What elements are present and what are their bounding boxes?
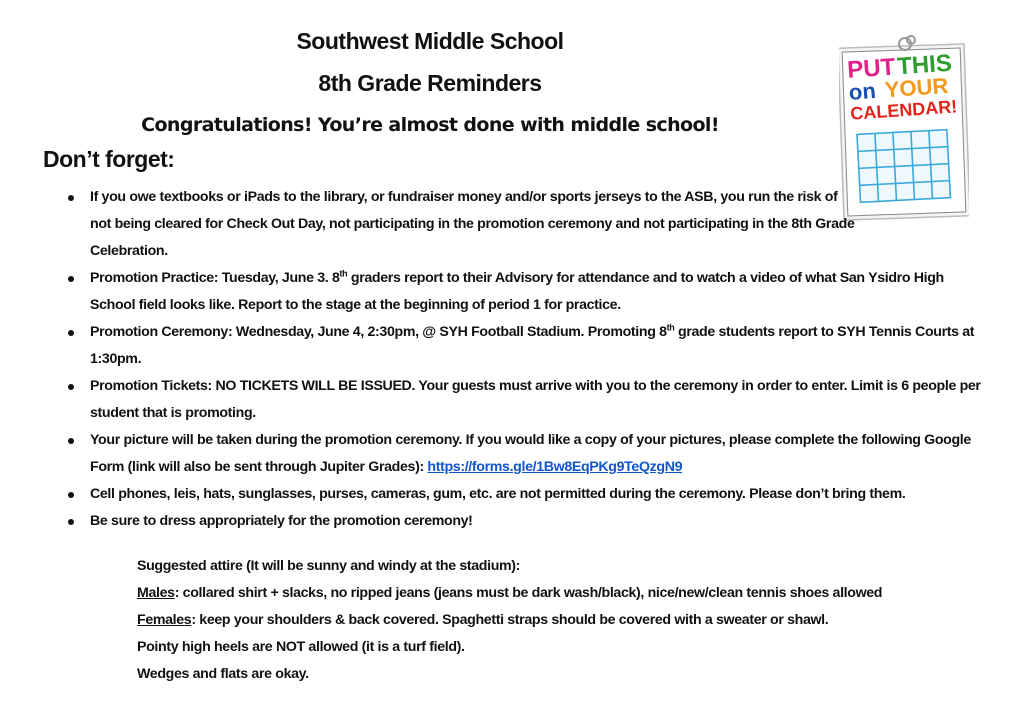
list-item: If you owe textbooks or iPads to the library, or fundraiser money and/or sports jerseys to the ASB, you run the risk of not being cleared for Check Out Day, not participating in the promotion ceremony and not participating in the 8th Grade Celebration.: [62, 184, 860, 265]
school-name: Southwest Middle School: [296, 28, 564, 54]
calendar-calendar-text: CALENDAR!: [849, 96, 958, 124]
calendar-on-text: on: [848, 77, 877, 105]
list-item: Be sure to dress appropriately for the promotion ceremony!: [62, 508, 992, 535]
list-item: Your picture will be taken during the promotion ceremony. If you would like a copy of your pictures, please complete the following Google Form (link will also be sent through Jupiter Grades): https://forms.gle/1Bw8EqPKg9TeQzgN9: [62, 427, 992, 481]
congrats-subtitle: Congratulations! You’re almost done with middle school!: [141, 114, 719, 136]
calendar-your-text: YOUR: [883, 72, 950, 103]
attire-intro: Suggested attire (It will be sunny and windy at the stadium):: [137, 558, 521, 574]
dont-forget-heading: Don’t forget:: [43, 146, 175, 172]
list-item: Promotion Tickets: NO TICKETS WILL BE ISSUED. Your guests must arrive with you to the ceremony in order to enter. Limit is 6 people per student that is promoting.: [62, 373, 992, 427]
calendar-this-text: THIS: [896, 49, 953, 81]
attire-heels: Pointy high heels are NOT allowed (it is a turf field).: [137, 639, 465, 655]
attire-wedges: Wedges and flats are okay.: [137, 666, 309, 682]
list-item: Cell phones, leis, hats, sunglasses, purses, cameras, gum, etc. are not permitted during the ceremony. Please don’t bring them.: [62, 481, 992, 508]
calendar-put-text: PUT: [846, 53, 897, 84]
google-form-link[interactable]: https://forms.gle/1Bw8EqPKg9TeQzgN9: [427, 459, 683, 475]
attire-section: [137, 553, 882, 688]
attire-males: Males: collared shirt + slacks, no ripped jeans (jeans must be dark wash/black), nice/new/clean tennis shoes allowed: [137, 585, 883, 601]
list-item: Promotion Practice: Tuesday, June 3. 8th graders report to their Advisory for attendance and to watch a video of what San Ysidro High School field looks like. Report to the stage at the beginning of period 1 for practice.: [62, 265, 992, 319]
reminders-list: [62, 184, 992, 535]
page-title: 8th Grade Reminders: [318, 70, 542, 96]
list-item: Promotion Ceremony: Wednesday, June 4, 2:30pm, @ SYH Football Stadium. Promoting 8th grade students report to SYH Tennis Courts at 1:30pm.: [62, 319, 992, 373]
attire-females: Females: keep your shoulders & back covered. Spaghetti straps should be covered with a sweater or shawl.: [137, 612, 829, 628]
